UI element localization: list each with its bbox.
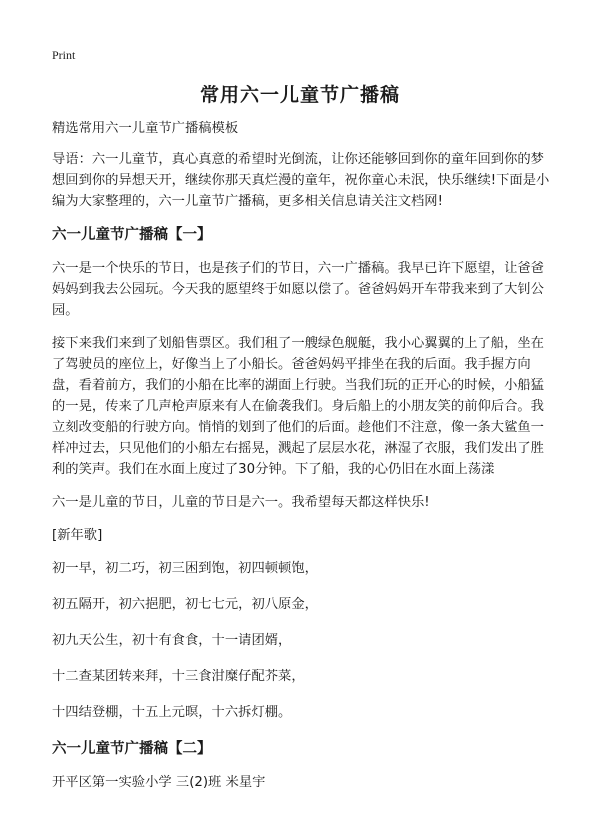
song-line: 十四结登棚，十五上元暝，十六拆灯棚。 (52, 705, 292, 720)
paragraph: 接下来我们来到了划船售票区。我们租了一艘绿色舰艇，我小心翼翼的上了船，坐在了驾驶员的座位上，好像当上了小船长。爸爸妈妈平排坐在我的后面。我手握方向盘，看着前方，我们的小船在比率的湖面上行驶。当我们玩的正开心的时候，小船猛的一晃，传来了几声枪声原来有人在偷袭我们。身后船上的小朋友笑的前仰后合。我立刻改变船的行驶方向。悄悄的划到了他们的后面。趁他们不注意，像一条大鲨鱼一样冲过去，只见他们的小船左右摇晃，溅起了层层水花，淋湿了衣服，我们发出了胜利的笑声。我们在水面上度过了30分钟。下了船，我的心仍旧在水面上荡漾 (52, 336, 544, 477)
song-title: [新年歌] (52, 528, 103, 543)
section-heading-2: 六一儿童节广播稿【二】 (52, 741, 212, 757)
song-line: 初五隔开，初六挹肥，初七七元，初八原金， (52, 597, 318, 612)
print-label: Print (52, 48, 76, 62)
paragraph: 六一是一个快乐的节日，也是孩子们的节日，六一广播稿。我早已许下愿望，让爸爸妈妈到我去公园玩。今天我的愿望终于如愿以偿了。爸爸妈妈开车带我来到了大钊公园。 (52, 261, 544, 318)
page-title: 常用六一儿童节广播稿 (199, 84, 400, 106)
song-line: 十二查某团转来拜，十三食泔糜仔配芥菜， (52, 669, 305, 684)
paragraph: 六一是儿童的节日，儿童的节日是六一。我希望每天都这样快乐! (52, 495, 430, 510)
song-line: 初一早，初二巧，初三困到饱，初四顿顿饱， (52, 561, 318, 576)
intro-subtitle: 精选常用六一儿童节广播稿模板 (52, 121, 239, 136)
section-heading-1: 六一儿童节广播稿【一】 (52, 227, 212, 243)
document-body (52, 118, 552, 805)
song-line: 初九天公生，初十有食食，十一请团婿， (52, 633, 292, 648)
author-line: 开平区第一实验小学 三(2)班 米星宇 (52, 775, 266, 790)
intro-lead: 导语：六一儿童节，真心真意的希望时光倒流，让你还能够回到你的童年回到你的梦想回到你的异想天开，继续你那天真烂漫的童年，祝你童心未泯，快乐继续!下面是小编为大家整理的，六一儿童节广播稿，更多相关信息请关注文档网! (52, 152, 550, 209)
